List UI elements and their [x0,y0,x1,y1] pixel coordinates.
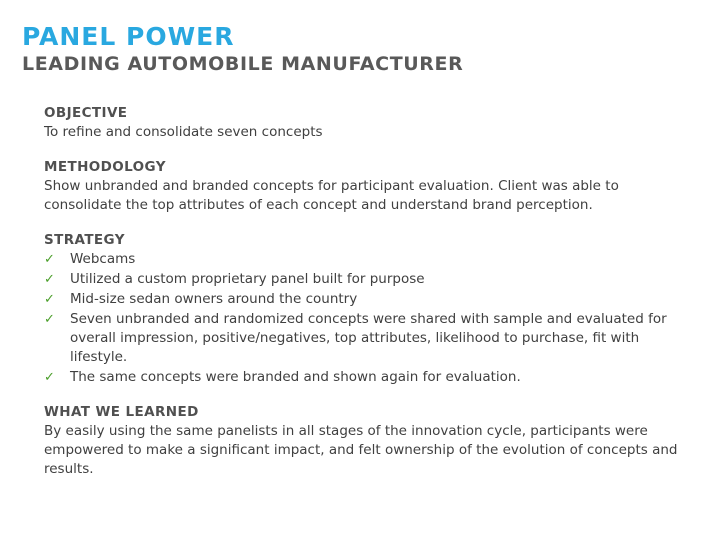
learned-heading: WHAT WE LEARNED [44,404,199,420]
bullet-text: The same concepts were branded and shown again for evaluation. [70,369,521,385]
slide-content [44,104,694,495]
check-icon: ✓ [44,312,55,327]
objective-text: To refine and consolidate seven concepts [44,124,323,140]
check-icon: ✓ [44,252,55,267]
bullet-text: Utilized a custom proprietary panel built for purpose [70,271,425,287]
methodology-text: Show unbranded and branded concepts for participant evaluation. Client was able to consolidate the top attributes of each concept and understand brand perception. [44,178,619,213]
list-item [44,270,694,289]
page-subtitle: LEADING AUTOMOBILE MANUFACTURER [22,53,464,75]
objective-section [44,104,694,142]
check-icon: ✓ [44,370,55,385]
list-item [44,310,694,367]
objective-heading: OBJECTIVE [44,105,128,121]
page-title: PANEL POWER [22,22,235,51]
check-icon: ✓ [44,292,55,307]
methodology-heading: METHODOLOGY [44,159,166,175]
check-icon: ✓ [44,272,55,287]
list-item [44,368,694,387]
learned-section [44,403,694,479]
list-item [44,290,694,309]
bullet-text: Seven unbranded and randomized concepts were shared with sample and evaluated for overall impression, positive/negatives, top attributes, likelihood to purchase, fit with lifestyle. [70,311,667,365]
list-item [44,250,694,269]
strategy-heading: STRATEGY [44,232,125,248]
strategy-section [44,231,694,387]
methodology-section [44,158,694,215]
strategy-bullet-list [44,250,694,387]
bullet-text: Mid-size sedan owners around the country [70,291,358,307]
bullet-text: Webcams [70,251,136,267]
learned-text: By easily using the same panelists in all stages of the innovation cycle, participants were empowered to make a significant impact, and felt ownership of the evolution of concepts and results. [44,423,678,477]
